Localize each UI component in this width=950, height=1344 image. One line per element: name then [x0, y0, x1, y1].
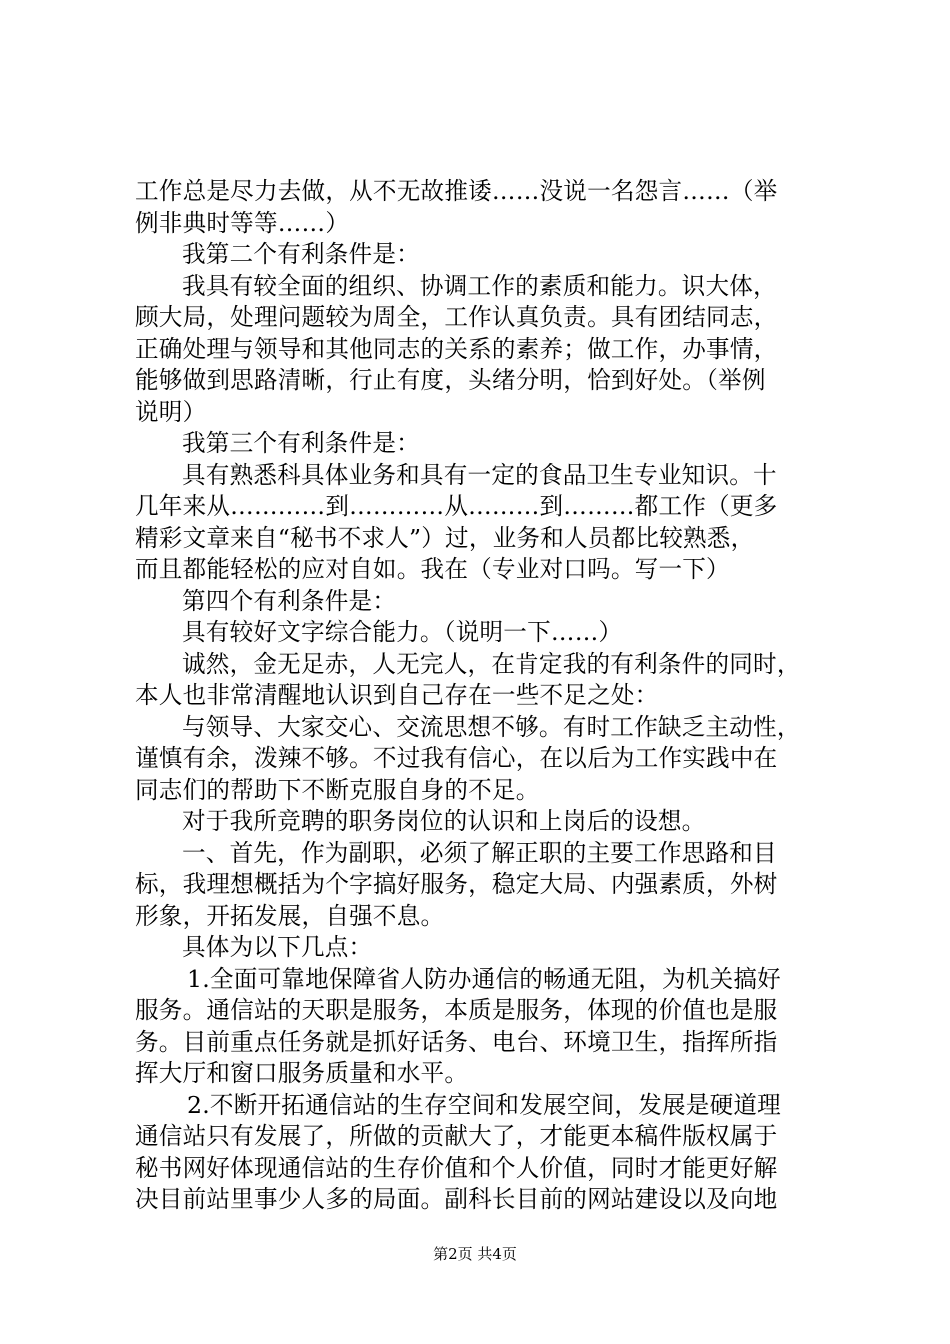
text-line: 挥大厅和窗口服务质量和水平。 — [135, 1059, 469, 1087]
text-line: 一、首先，作为副职，必须了解正职的主要工作思路和目 — [182, 838, 777, 867]
text-line: 服务。通信站的天职是服务，本质是服务，体现的价值也是服 — [135, 996, 778, 1024]
text-line: 通信站只有发展了，所做的贡献大了，才能更本稿件版权属于 — [135, 1122, 778, 1150]
text-line: 2.不断开拓通信站的生存空间和发展空间，发展是硬道理 — [187, 1090, 781, 1119]
text-line: 对于我所竞聘的职务岗位的认识和上岗后的设想。 — [182, 807, 706, 835]
text-line: 顾大局，处理问题较为周全，工作认真负责。具有团结同志， — [135, 303, 778, 331]
text-line: 具体为以下几点： — [182, 933, 373, 961]
text-line: 诚然，金无足赤，人无完人，在肯定我的有利条件的同时， — [182, 649, 801, 678]
text-line: 具有熟悉科具体业务和具有一定的食品卫生专业知识。十 — [182, 460, 777, 489]
text-line: 能够做到思路清晰，行止有度，头绪分明，恰到好处。（举例 — [135, 366, 766, 394]
text-line: 务。目前重点任务就是抓好话务、电台、环境卫生，指挥所指 — [135, 1027, 778, 1056]
text-line: 谨慎有余，泼辣不够。不过我有信心，在以后为工作实践中在 — [135, 744, 778, 772]
text-line: 我具有较全面的组织、协调工作的素质和能力。识大体， — [182, 271, 777, 300]
text-line: 本人也非常清醒地认识到自己存在一些不足之处： — [135, 681, 659, 709]
text-line: 1.全面可靠地保障省人防办通信的畅通无阻，为机关搞好 — [187, 964, 781, 993]
text-line: 与领导、大家交心、交流思想不够。有时工作缺乏主动性， — [182, 712, 801, 741]
text-line: 秘书网好体现通信站的生存价值和个人价值，同时才能更好解 — [135, 1153, 778, 1182]
text-line: 第四个有利条件是： — [182, 586, 397, 615]
text-line: 几年来从…………到…………从………到………都工作（更多 — [135, 492, 778, 520]
text-line: 决目前站里事少人多的局面。副科长目前的网站建设以及向地 — [135, 1185, 778, 1213]
text-line: 正确处理与领导和其他同志的关系的素养；做工作，办事情， — [135, 334, 778, 363]
text-line: 我第二个有利条件是： — [182, 240, 420, 268]
text-line: 工作总是尽力去做，从不无故推诿……没说一名怨言……（举 — [135, 177, 778, 205]
text-line: 例非典时等等……） — [135, 208, 350, 237]
page-footer — [0, 1244, 950, 1264]
text-line: 精彩文章来自“秘书不求人”）过，业务和人员都比较熟悉， — [135, 523, 755, 552]
text-line: 而且都能轻松的应对自如。我在（专业对口吗。写一下） — [135, 555, 730, 583]
page-number-label: 第2页 共4页 — [433, 1245, 517, 1263]
text-line: 同志们的帮助下不断克服自身的不足。 — [135, 775, 540, 804]
text-line: 标，我理想概括为个字搞好服务，稳定大局、内强素质，外树 — [135, 870, 778, 898]
text-line: 说明） — [135, 397, 207, 426]
document-body — [135, 176, 835, 1216]
text-line: 形象，开拓发展，自强不息。 — [135, 901, 445, 930]
text-line: 具有较好文字综合能力。（说明一下……） — [182, 618, 623, 646]
text-line: 我第三个有利条件是： — [182, 429, 420, 457]
